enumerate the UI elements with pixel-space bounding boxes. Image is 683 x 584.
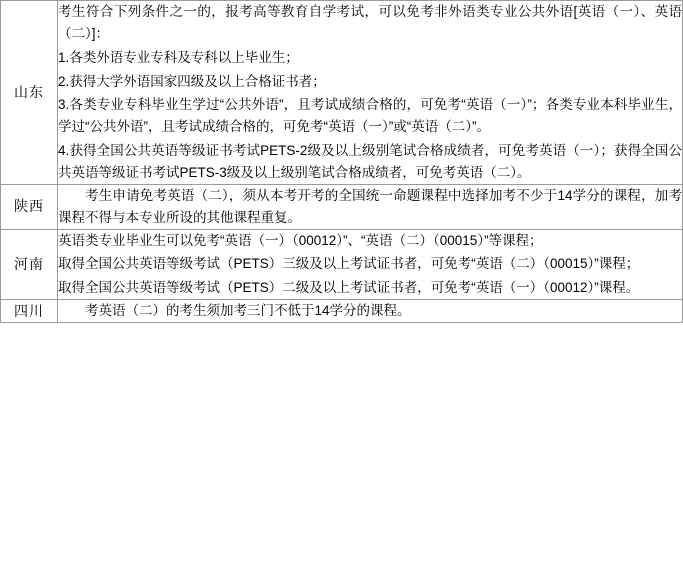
- table-row: [1, 184, 683, 229]
- region-name-cell: 山东: [1, 1, 58, 185]
- policy-paragraph: 英语类专业毕业生可以免考“英语（一）（00012）”、“英语（二）（00015）”等课程；: [58, 232, 543, 248]
- policy-paragraph: 取得全国公共英语等级考试（PETS）三级及以上考试证书者，可免考“英语（二）（00015）”课程；: [58, 256, 640, 272]
- table-row: [1, 300, 683, 323]
- table-row: [1, 229, 683, 300]
- policy-paragraph: 考英语（二）的考生须加考三门不低于14学分的课程。: [85, 303, 411, 319]
- region-content-cell: [58, 229, 683, 300]
- region-name-cell: 陕西: [1, 184, 58, 229]
- region-content-cell: [58, 1, 683, 185]
- region-name-cell: 四川: [1, 300, 58, 323]
- policy-paragraph: 4.获得全国公共英语等级证书考试PETS-2级及以上级别笔试合格成绩者，可免考英语（一）；获得全国公共英语等级证书考试PETS-3级及以上级别笔试合格成绩者，可免考英语（二）。: [58, 143, 682, 181]
- policy-paragraph: 2.获得大学外语国家四级及以上合格证书者；: [58, 73, 326, 89]
- policy-paragraph: 考生符合下列条件之一的，报考高等教育自学考试，可以免考非外语类专业公共外语[英语（一）、英语（二）]：: [58, 4, 682, 41]
- table-row: [1, 1, 683, 185]
- policy-paragraph: 3.各类专业专科毕业生学过“公共外语”，且考试成绩合格的，可免考“英语（一）”；各类专业本科毕业生，学过“公共外语”，且考试成绩合格的，可免考“英语（一）”或“英语（二）”。: [58, 97, 682, 135]
- policy-paragraph: 考生申请免考英语（二），须从本考开考的全国统一命题课程中选择加考不少于14学分的课程，加考课程不得与本专业所设的其他课程重复。: [58, 187, 682, 225]
- region-name-cell: 河南: [1, 229, 58, 300]
- policy-paragraph: 取得全国公共英语等级考试（PETS）二级及以上考试证书者，可免考“英语（一）（00012）”课程。: [58, 280, 640, 296]
- region-content-cell: [58, 184, 683, 229]
- policy-paragraph: 1.各类外语专业专科及专科以上毕业生；: [58, 49, 299, 65]
- table-body: [1, 1, 683, 323]
- region-content-cell: [58, 300, 683, 323]
